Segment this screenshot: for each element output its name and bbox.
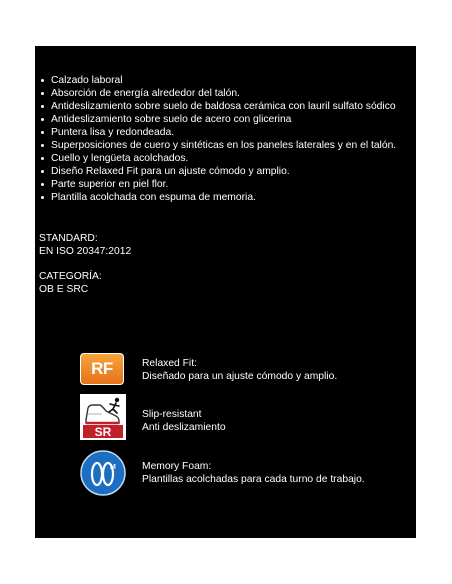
rf-badge-text: RF	[91, 359, 113, 378]
memory-foam-icon	[80, 450, 126, 496]
standard-block	[39, 232, 131, 258]
list-item: Superposiciones de cuero y sintéticas en los paneles laterales y en el talón.	[39, 139, 396, 152]
relaxed-fit-icon	[80, 353, 124, 385]
category-label: CATEGORÍA:	[39, 271, 102, 282]
list-item: Antideslizamiento sobre suelo de acero con glicerina	[39, 113, 396, 126]
memory-foam-desc: Plantillas acolchadas para cada turno de trabajo.	[142, 474, 365, 485]
slip-resistant-title: Slip-resistant	[142, 409, 202, 420]
memory-foam-text	[142, 460, 365, 486]
relaxed-fit-title: Relaxed Fit:	[142, 358, 197, 369]
list-item: Diseño Relaxed Fit para un ajuste cómodo y amplio.	[39, 165, 396, 178]
list-item: Antideslizamiento sobre suelo de baldosa cerámica con lauril sulfato sódico	[39, 100, 396, 113]
memory-foam-title: Memory Foam:	[142, 461, 212, 472]
feature-list	[39, 74, 396, 204]
list-item: Plantilla acolchada con espuma de memoria.	[39, 191, 396, 204]
list-item: Cuello y lengüeta acolchados.	[39, 152, 396, 165]
slip-resistant-desc: Anti deslizamiento	[142, 422, 226, 433]
standard-value: EN ISO 20347:2012	[39, 246, 132, 257]
mf-badge-text: M	[110, 464, 116, 471]
category-value: OB E SRC	[39, 284, 89, 295]
list-item: Puntera lisa y redondeada.	[39, 126, 396, 139]
sr-badge-text: SR	[94, 425, 112, 439]
list-item: Parte superior en piel flor.	[39, 178, 396, 191]
product-info-panel	[35, 46, 416, 538]
relaxed-fit-desc: Diseñado para un ajuste cómodo y amplio.	[142, 371, 338, 382]
list-item: Absorción de energía alrededor del talón.	[39, 87, 396, 100]
list-item: Calzado laboral	[39, 74, 396, 87]
category-block	[39, 270, 102, 296]
slip-resistant-text	[142, 408, 226, 434]
standard-label: STANDARD:	[39, 233, 98, 244]
slip-resistant-icon	[80, 394, 126, 440]
relaxed-fit-text	[142, 357, 337, 383]
